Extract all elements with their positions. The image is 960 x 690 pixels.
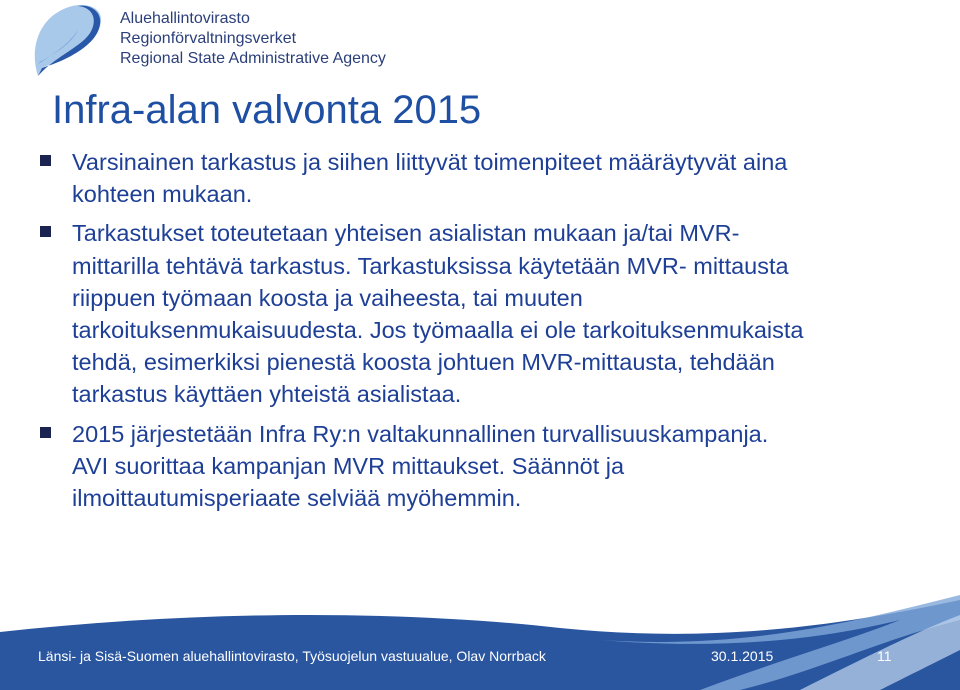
footer-page-number: 11 <box>877 648 892 664</box>
bullet-item <box>40 418 940 515</box>
agency-name <box>120 9 386 69</box>
slide-title: Infra-alan valvonta 2015 <box>52 88 482 132</box>
bullet-line: mittarilla tehtävä tarkastus. Tarkastuksissa käytetään MVR- mittausta <box>72 252 789 279</box>
agency-name-en: Regional State Administrative Agency <box>120 50 386 67</box>
agency-logo-icon <box>28 2 108 76</box>
square-bullet-icon <box>40 226 51 237</box>
square-bullet-icon <box>40 155 51 166</box>
bullet-line: AVI suorittaa kampanjan MVR mittaukset. Säännöt ja <box>72 452 625 479</box>
footer-organization: Länsi- ja Sisä-Suomen aluehallintovirasto, Työsuojelun vastuualue, Olav Norrback <box>38 648 546 664</box>
bullet-line: tarkoituksenmukaisuudesta. Jos työmaalla ei ole tarkoituksenmukaista <box>72 317 804 344</box>
bullet-item <box>40 146 940 210</box>
square-bullet-icon <box>40 427 51 438</box>
agency-name-sv: Regionförvaltningsverket <box>120 30 297 47</box>
agency-name-fi: Aluehallintovirasto <box>120 10 250 27</box>
bullet-line: kohteen mukaan. <box>72 181 253 208</box>
footer-date: 30.1.2015 <box>711 648 774 664</box>
bullet-line: tarkastus käyttäen yhteistä asialistaa. <box>72 381 462 408</box>
bullet-line: 2015 järjestetään Infra Ry:n valtakunnallinen turvallisuuskampanja. <box>72 420 769 447</box>
bullet-line: Tarkastukset toteutetaan yhteisen asialistan mukaan ja/tai MVR- <box>72 220 740 247</box>
bullet-line: riippuen työmaan koosta ja vaiheesta, tai muuten <box>72 284 583 311</box>
bullet-line: tehdä, esimerkiksi pienestä koosta johtuen MVR-mittausta, tehdään <box>72 349 775 376</box>
footer-wave <box>0 590 960 690</box>
bullet-line: Varsinainen tarkastus ja siihen liittyvät toimenpiteet määräytyvät aina <box>72 149 788 175</box>
bullet-item <box>40 217 940 410</box>
bullet-list <box>40 146 940 521</box>
bullet-line: ilmoittautumisperiaate selviää myöhemmin. <box>72 485 522 512</box>
